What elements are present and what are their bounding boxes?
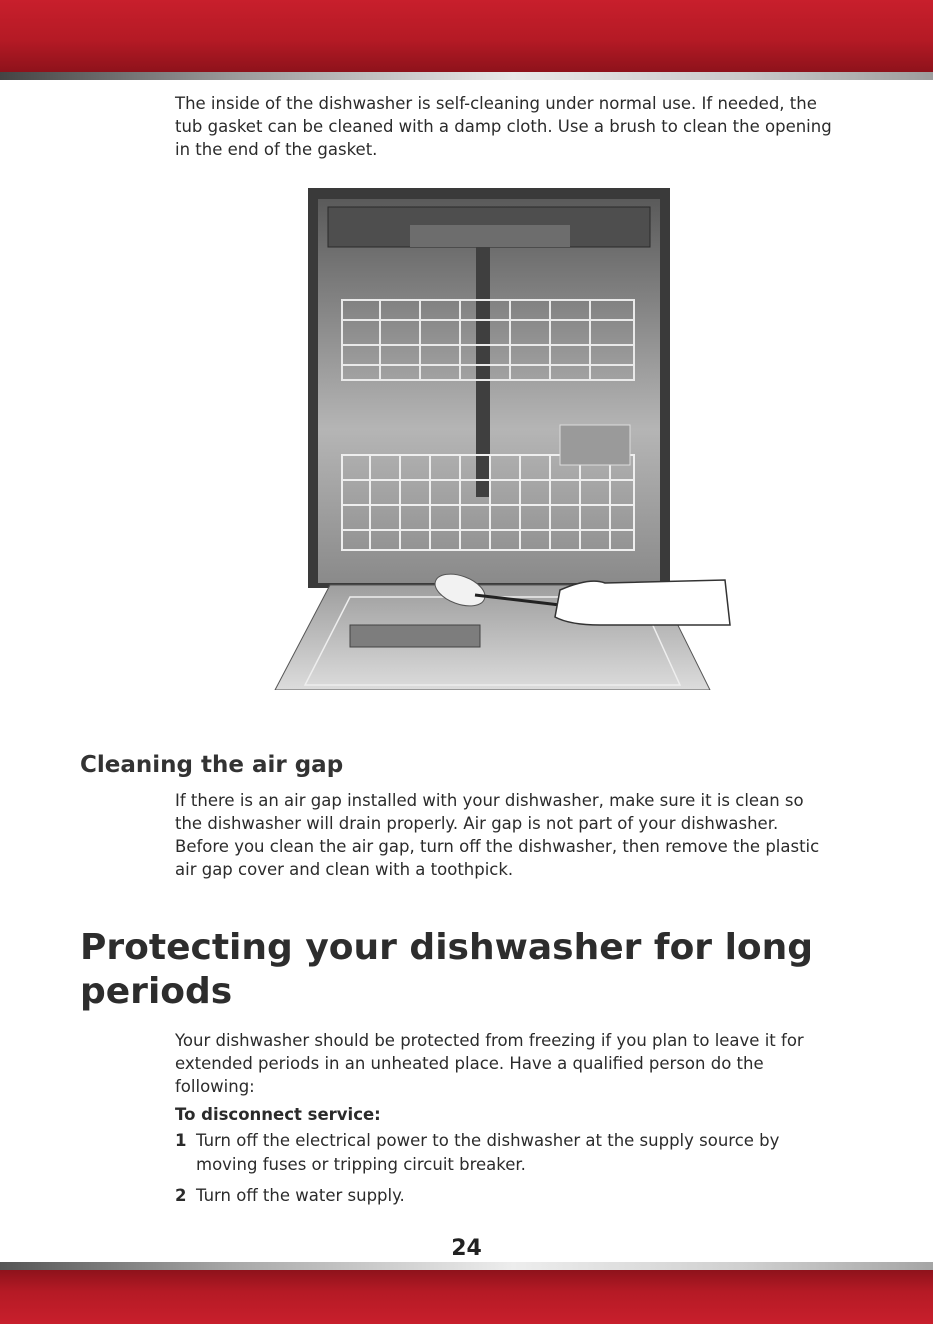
protect-heading: Protecting your dishwasher for long periods	[80, 927, 814, 1012]
protect-paragraph: Your dishwasher should be protected from freezing if you plan to leave it for extended periods in an unheated place. Have a qualified person do the following:	[175, 1031, 804, 1096]
step-item	[175, 1129, 815, 1177]
intro-paragraph: The inside of the dishwasher is self-cleaning under normal use. If needed, the tub gasket can be cleaned with a damp cloth. Use a brush to clean the opening in the end of the gasket.	[175, 94, 832, 159]
dishwasher-brush-illustration	[270, 185, 735, 690]
footer-metal-strip	[0, 1262, 933, 1270]
step-item	[175, 1184, 815, 1208]
disconnect-subheading: To disconnect service:	[175, 1105, 381, 1124]
footer-band	[0, 1270, 933, 1324]
page-number: 24	[451, 1236, 482, 1261]
header-metal-strip	[0, 72, 933, 80]
air-gap-paragraph: If there is an air gap installed with your dishwasher, make sure it is clean so the dishwasher will drain properly. Air gap is not part of your dishwasher. Before you clean the air gap, turn off the dishwasher, then remove the plastic air gap cover and clean with a toothpick.	[175, 791, 820, 879]
step-text: Turn off the electrical power to the dishwasher at the supply source by moving fuses or tripping circuit breaker.	[196, 1131, 780, 1174]
step-number: 1	[175, 1131, 187, 1150]
header-band	[0, 0, 933, 72]
dishwasher-figure	[270, 185, 735, 690]
step-number: 2	[175, 1186, 187, 1205]
air-gap-heading: Cleaning the air gap	[80, 752, 344, 778]
step-text: Turn off the water supply.	[196, 1186, 405, 1205]
